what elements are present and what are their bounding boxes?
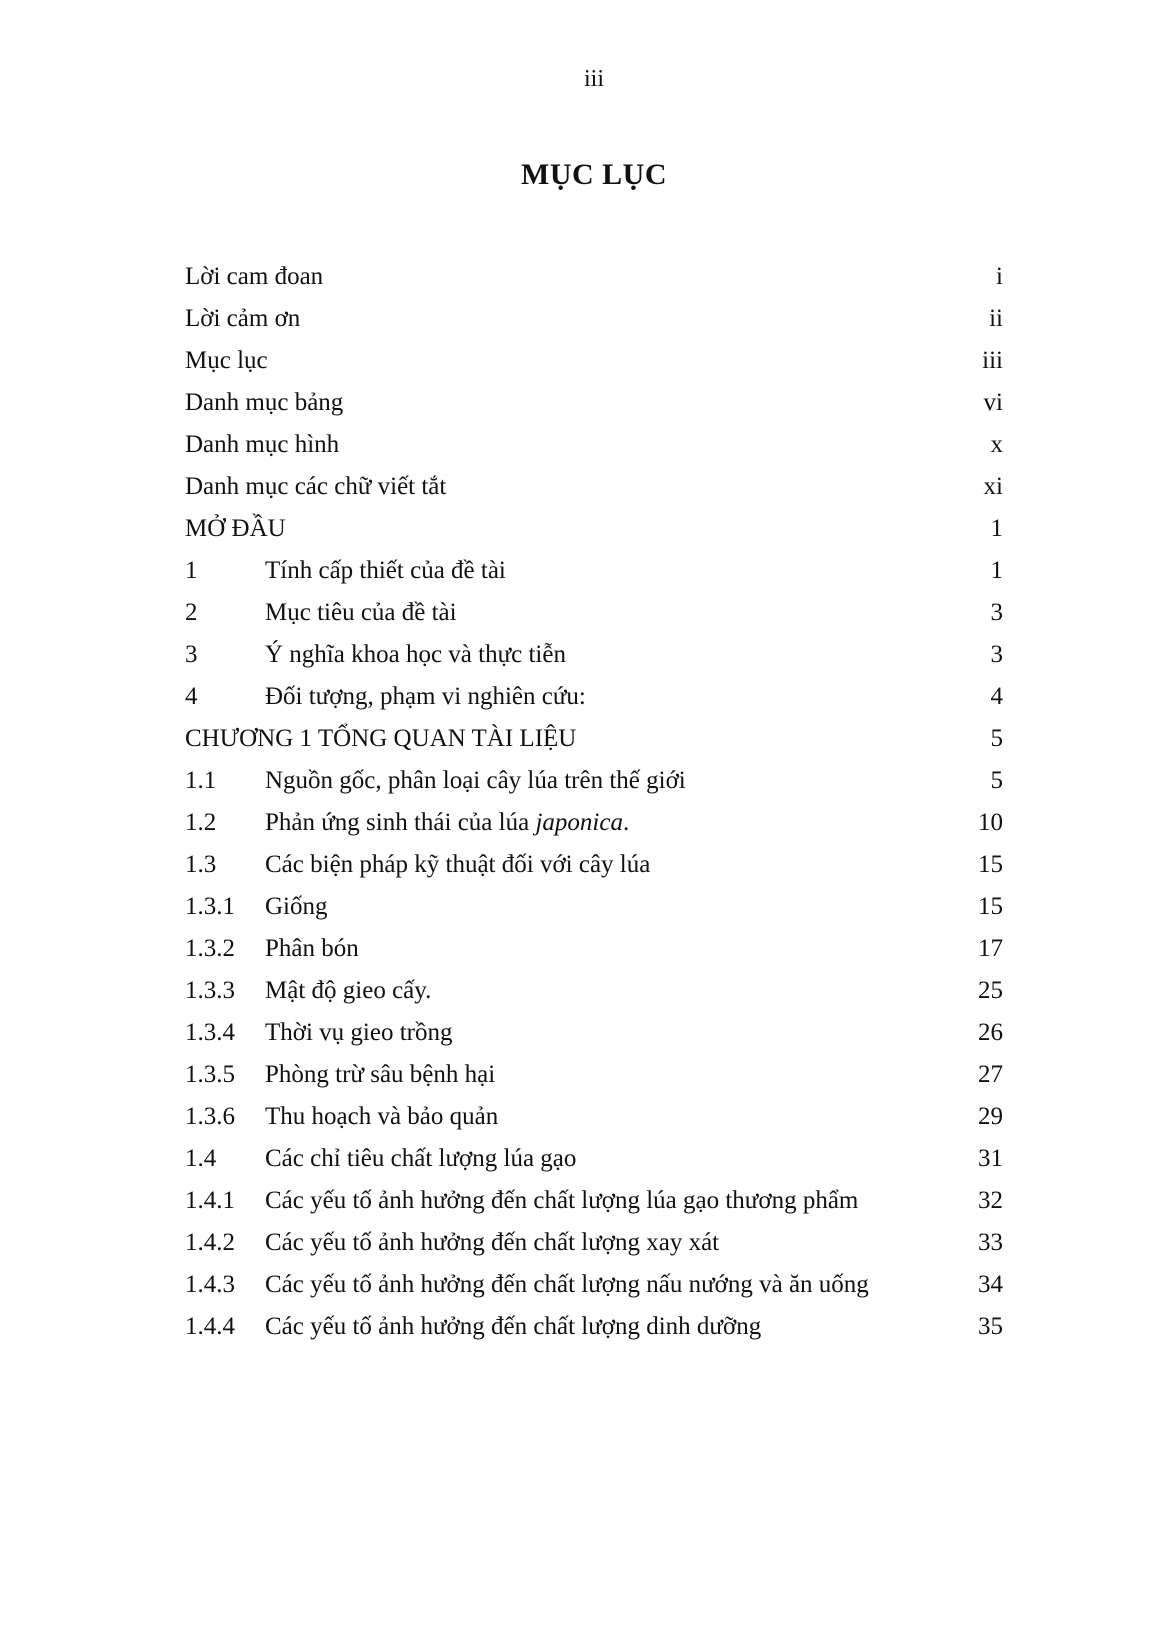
toc-entry-title: Giống (265, 893, 328, 920)
toc-section-number: 1.3.5 (185, 1061, 235, 1088)
toc-row (185, 1138, 1003, 1180)
page-title: MỤC LỤC (521, 158, 667, 191)
toc-row (185, 340, 1003, 382)
toc-entry-title: Thời vụ gieo trồng (265, 1019, 453, 1046)
toc-row (185, 508, 1003, 550)
toc-entry-title: Lời cảm ơn (185, 305, 301, 332)
toc-section-number: 1.2 (185, 809, 217, 836)
toc-entry-title: Lời cam đoan (185, 263, 324, 290)
toc-entry-title: Phản ứng sinh thái của lúa japonica. (265, 809, 630, 836)
toc-page-number: 17 (978, 935, 1003, 962)
toc-row (185, 676, 1003, 718)
toc-page-number: x (990, 431, 1003, 458)
toc-entry-title: Thu hoạch và bảo quản (265, 1103, 499, 1130)
toc-entry-title: Ý nghĩa khoa học và thực tiễn (265, 641, 566, 668)
toc-page-number: 5 (990, 725, 1003, 752)
toc-page-number: 1 (990, 557, 1003, 584)
toc-entry-title: Các yếu tố ảnh hưởng đến chất lượng nấu nướng và ăn uống (265, 1271, 869, 1298)
toc-row (185, 1054, 1003, 1096)
toc-page-number: 15 (978, 851, 1003, 878)
toc-section-number: 1.4.3 (185, 1271, 235, 1298)
toc-entry-title: Các yếu tố ảnh hưởng đến chất lượng xay xát (265, 1229, 720, 1256)
toc-entry-title: Các yếu tố ảnh hưởng đến chất lượng lúa gạo thương phẩm (265, 1187, 859, 1214)
toc-entry-title: Danh mục các chữ viết tắt (185, 473, 447, 500)
toc-row (185, 550, 1003, 592)
toc-row (185, 466, 1003, 508)
toc-row (185, 424, 1003, 466)
toc-entry-title: Nguồn gốc, phân loại cây lúa trên thế giới (265, 767, 686, 794)
toc-section-number: 1.4.4 (185, 1313, 235, 1340)
table-of-contents (185, 256, 1003, 1348)
toc-entry-title: Mật độ gieo cấy. (265, 977, 432, 1004)
toc-entry-title: Các yếu tố ảnh hưởng đến chất lượng dinh dưỡng (265, 1313, 762, 1340)
toc-entry-title: Tính cấp thiết của đề tài (265, 557, 506, 584)
toc-section-number: 1.1 (185, 767, 217, 794)
toc-page-number: xi (983, 473, 1003, 500)
toc-entry-italic: japonica (535, 809, 623, 836)
toc-section-number: 1.3.1 (185, 893, 235, 920)
toc-page-number: 26 (978, 1019, 1003, 1046)
toc-row (185, 718, 1003, 760)
toc-page-number: 27 (978, 1061, 1003, 1088)
toc-row (185, 928, 1003, 970)
toc-page-number: 33 (978, 1229, 1003, 1256)
toc-section-number: 1.4.1 (185, 1187, 235, 1214)
toc-row (185, 1222, 1003, 1264)
toc-row (185, 970, 1003, 1012)
toc-section-number: 1.3.6 (185, 1103, 235, 1130)
toc-section-number: 1.3.3 (185, 977, 235, 1004)
toc-row (185, 802, 1003, 844)
toc-entry-title: Phòng trừ sâu bệnh hại (265, 1061, 496, 1088)
toc-page-number: 31 (978, 1145, 1003, 1172)
toc-page-number: 5 (990, 767, 1003, 794)
toc-section-number: 3 (185, 641, 198, 668)
toc-page-number: i (996, 263, 1003, 290)
toc-page-number: 25 (978, 977, 1003, 1004)
toc-entry-title: Đối tượng, phạm vi nghiên cứu: (265, 683, 586, 710)
toc-row (185, 760, 1003, 802)
toc-row (185, 1306, 1003, 1348)
toc-entry-title: CHƯƠNG 1 TỔNG QUAN TÀI LIỆU (185, 725, 577, 752)
toc-page-number: 3 (990, 641, 1003, 668)
toc-page-number: 32 (978, 1187, 1003, 1214)
page-number: iii (583, 66, 604, 92)
toc-page-number: 29 (978, 1103, 1003, 1130)
toc-entry-title: Các chỉ tiêu chất lượng lúa gạo (265, 1145, 577, 1172)
toc-page-number: 1 (990, 515, 1003, 542)
toc-section-number: 1.4.2 (185, 1229, 235, 1256)
toc-page-number: 4 (990, 683, 1003, 710)
toc-row (185, 886, 1003, 928)
toc-row (185, 1096, 1003, 1138)
toc-row (185, 592, 1003, 634)
toc-entry-title: MỞ ĐẦU (185, 515, 286, 542)
toc-entry-title: Các biện pháp kỹ thuật đối với cây lúa (265, 851, 651, 878)
toc-row (185, 298, 1003, 340)
toc-page-number: 3 (990, 599, 1003, 626)
toc-entry-title: Phân bón (265, 935, 359, 962)
toc-row (185, 1012, 1003, 1054)
toc-row (185, 256, 1003, 298)
toc-page-number: 15 (978, 893, 1003, 920)
toc-page-number: vi (983, 389, 1003, 416)
toc-entry-title: Danh mục hình (185, 431, 340, 458)
toc-page-number: ii (989, 305, 1003, 332)
toc-row (185, 382, 1003, 424)
toc-entry-title: Danh mục bảng (185, 389, 344, 416)
toc-section-number: 1.3 (185, 851, 217, 878)
toc-page-number: iii (982, 347, 1003, 374)
toc-page-number: 34 (978, 1271, 1003, 1298)
toc-entry-title: Mục tiêu của đề tài (265, 599, 457, 626)
toc-section-number: 2 (185, 599, 198, 626)
toc-section-number: 4 (185, 683, 198, 710)
toc-section-number: 1.4 (185, 1145, 217, 1172)
toc-section-number: 1.3.4 (185, 1019, 235, 1046)
toc-row (185, 1180, 1003, 1222)
toc-entry-title: Mục lục (185, 347, 268, 374)
toc-section-number: 1.3.2 (185, 935, 235, 962)
toc-section-number: 1 (185, 557, 198, 584)
toc-row (185, 1264, 1003, 1306)
toc-page-number: 10 (978, 809, 1003, 836)
toc-row (185, 634, 1003, 676)
toc-row (185, 844, 1003, 886)
toc-page-number: 35 (978, 1313, 1003, 1340)
